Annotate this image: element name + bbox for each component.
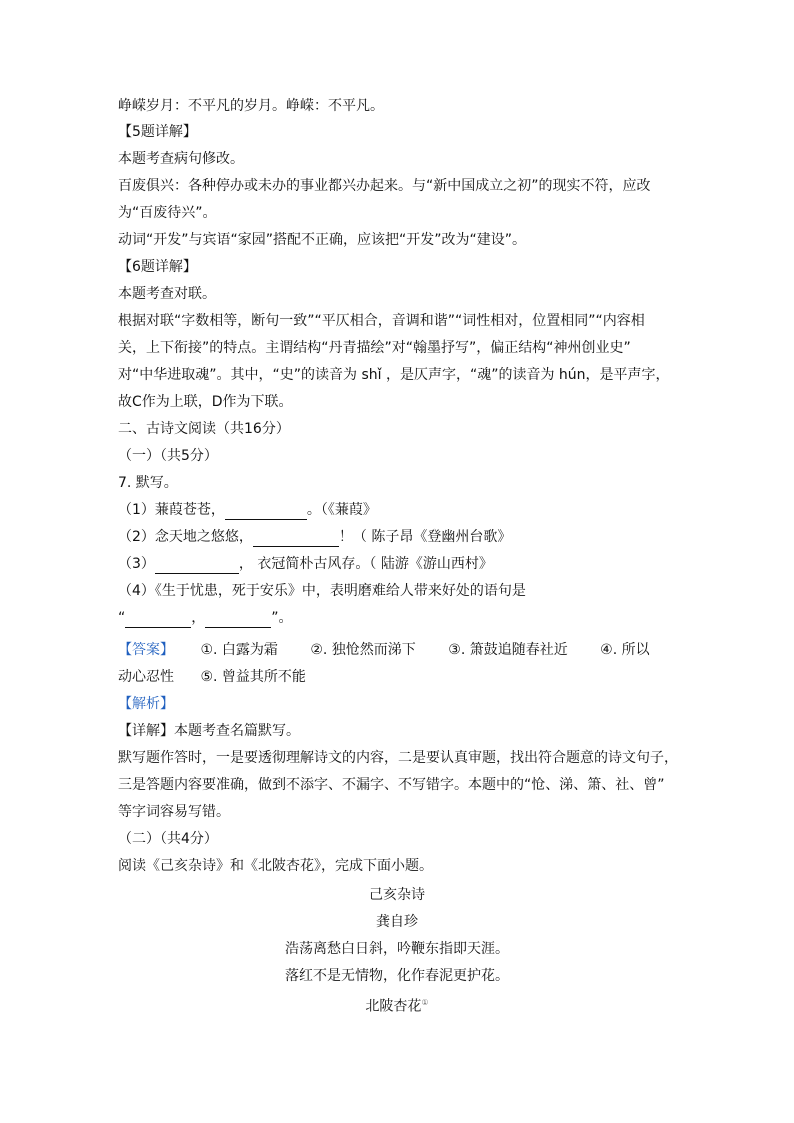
question-item — [118, 500, 377, 520]
answer-item: ②. 独怆然而涕下 — [310, 642, 416, 658]
answer-line — [118, 667, 306, 687]
text-line: 动词“开发”与宾语“家园”搭配不正确，应该把“开发”改为“建设”。 — [118, 232, 527, 248]
section-heading: 【6题详解】 — [118, 259, 197, 275]
text-line: 【详解】本题考查名篇默写。 — [118, 723, 300, 739]
text-line: 根据对联“字数相等，断句一致”“平仄相合，音调和谐”“词性相对，位置相同”“内容相 — [118, 313, 645, 329]
answer-blank — [155, 557, 239, 574]
text-line: 默写题作答时，一是要透彻理解诗文的内容，二是要认真审题，找出符合题意的诗文句子， — [118, 750, 678, 766]
answer-line — [118, 640, 650, 660]
answer-blank — [225, 503, 307, 520]
text-line: 峥嵘岁月：不平凡的岁月。峥嵘：不平凡。 — [118, 98, 384, 114]
item-text: （2）念天地之悠悠， — [118, 529, 253, 545]
text-line: 为“百废待兴”。 — [118, 205, 217, 221]
item-text: ！（ 陈子昂《登幽州台歌》 — [338, 529, 512, 545]
section-heading: 二、古诗文阅读（共16分） — [118, 421, 290, 437]
text-line: 本题考查病句修改。 — [118, 151, 244, 167]
text-line: 对“中华进取魂”。其中，“史”的读音为 shǐ ，是仄声字，“魂”的读音为 hún，是平声字， — [118, 367, 670, 383]
poem-title-text: 北陂杏花 — [365, 998, 422, 1015]
text-line: （一）（共5分） — [118, 448, 218, 464]
text-line: 关，上下衔接”的特点。主谓结构“丹青描绘”对“翰墨抒写”，偏正结构“神州创业史” — [118, 340, 631, 356]
item-text: （3） — [118, 556, 155, 572]
answer-item: 动心忍性 — [118, 669, 174, 685]
item-text: 。（《蒹葭》 — [306, 502, 377, 518]
answer-blank — [125, 611, 191, 628]
answer-item: ③. 箫鼓追随春社近 — [448, 642, 568, 658]
answer-item: ⑤. 曾益其所不能 — [200, 669, 306, 685]
footnote-marker: ① — [421, 998, 429, 1007]
text-line: 等字词容易写错。 — [118, 804, 230, 820]
poem-author: 龚自珍 — [376, 914, 418, 930]
question-item: （4）《生于忧患，死于安乐》中，表明磨难给人带来好处的语句是 — [118, 583, 526, 599]
question-item — [118, 554, 493, 574]
answer-tag: 【答案】 — [118, 642, 174, 658]
poem-title: 己亥杂诗 — [369, 887, 425, 903]
question-item — [118, 608, 293, 628]
item-text: ”。 — [271, 610, 293, 626]
text-line: 百废俱兴：各种停办或未办的事业都兴办起来。与“新中国成立之初”的现实不符，应改 — [118, 178, 651, 194]
answer-blank — [253, 530, 339, 547]
text-line: 本题考查对联。 — [118, 286, 216, 302]
item-text: ， 衣冠简朴古风存。（ 陆游《游山西村》 — [238, 556, 493, 572]
answer-item: ④. 所以 — [600, 642, 650, 658]
section-heading: （二）（共4分） — [118, 831, 218, 847]
text-line: 故C作为上联，D作为下联。 — [118, 394, 293, 410]
poem-line: 落红不是无情物，化作春泥更护花。 — [285, 968, 509, 984]
item-text: ， — [191, 610, 206, 626]
item-text: “ — [118, 610, 126, 626]
section-heading: 【5题详解】 — [118, 124, 197, 140]
text-line: 三是答题内容要准确，做到不添字、不漏字、不写错字。本题中的“怆、涕、箫、社、曾” — [118, 777, 665, 793]
poem-title — [0, 993, 794, 1017]
analysis-tag: 【解析】 — [118, 696, 174, 712]
item-text: （1）蒹葭苍苍， — [118, 502, 225, 518]
question-title: 7. 默写。 — [118, 475, 178, 491]
answer-item: ①. 白露为霜 — [200, 642, 278, 658]
question-item — [118, 527, 511, 547]
answer-blank — [205, 611, 271, 628]
text-line: 阅读《己亥杂诗》和《北陂杏花》，完成下面小题。 — [118, 858, 433, 874]
poem-line: 浩荡离愁白日斜，吟鞭东指即天涯。 — [285, 941, 509, 957]
